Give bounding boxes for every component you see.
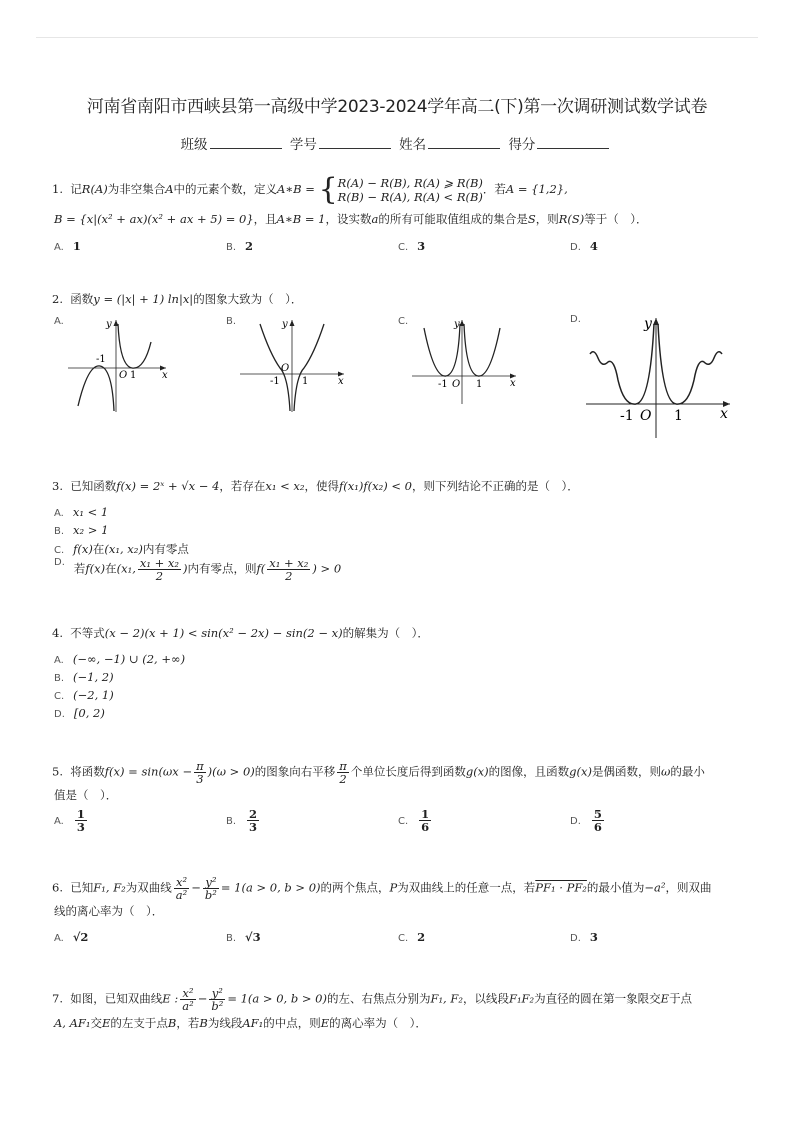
numerator: y² — [209, 987, 225, 1000]
option-value: x₁ < 1 — [72, 505, 109, 519]
q1-option-d[interactable] — [570, 239, 598, 253]
score-blank[interactable] — [537, 148, 609, 149]
question-number: 1. — [52, 182, 63, 196]
math: f(x) = 2ˣ + √x − 4 — [116, 479, 220, 493]
text: 为直径的圆在第一象限交 — [534, 991, 661, 1006]
question-number: 7. — [52, 991, 63, 1006]
text: 是偶函数，则 — [591, 764, 661, 779]
origin-label: O — [281, 363, 290, 374]
graph-d-figure — [570, 314, 740, 440]
tick-label: -1 — [438, 379, 448, 390]
text: 记 — [70, 182, 82, 196]
text: 的最小值为 — [586, 880, 645, 895]
q4-option-a[interactable] — [54, 652, 185, 666]
option-label: D. — [570, 933, 581, 944]
question-number: 2. — [52, 292, 63, 306]
q2-option-b[interactable] — [226, 316, 356, 416]
graph-b-figure — [226, 316, 356, 416]
y-axis-label: y — [644, 316, 652, 332]
option-value: [0, 2) — [73, 706, 105, 720]
option-label: C. — [398, 815, 409, 827]
option-label: C. — [398, 316, 409, 327]
operator: − — [197, 991, 208, 1006]
q3-option-b[interactable] — [54, 523, 108, 537]
question-6-line-2: 线的离心率为（ ）． — [54, 904, 164, 918]
text: ．若 — [482, 182, 506, 196]
text: ，若存在 — [219, 479, 266, 493]
text: 不等式 — [70, 626, 105, 640]
text: ，则 — [535, 212, 559, 226]
numerator: π — [339, 759, 347, 773]
question-number: 4. — [52, 626, 63, 640]
origin-label: O — [640, 408, 652, 424]
math: R(A) — [81, 182, 108, 196]
q2-option-a[interactable] — [54, 316, 184, 416]
text: ，设实数 — [325, 212, 372, 226]
option-label: D. — [570, 815, 581, 827]
math: S — [527, 212, 536, 226]
option-label: A. — [54, 508, 64, 519]
option-label: B. — [226, 933, 237, 944]
left-brace: { — [318, 172, 338, 207]
graph-a-figure — [54, 316, 184, 416]
numerator: y² — [203, 876, 219, 889]
option-label: B. — [226, 242, 237, 253]
option-label: D. — [570, 314, 581, 325]
option-label: B. — [226, 815, 237, 827]
y-axis-arrow — [290, 320, 295, 326]
math: AF₁ — [242, 1016, 264, 1030]
q4-option-d[interactable] — [54, 706, 105, 720]
right-branch — [658, 324, 722, 404]
text: ，若 — [176, 1016, 200, 1030]
text: 为非空集合 — [107, 182, 166, 196]
option-value: √3 — [245, 930, 261, 944]
x-axis-label: x — [720, 406, 728, 422]
class-blank[interactable] — [210, 148, 282, 149]
option-value: x₂ > 1 — [73, 523, 109, 537]
fraction — [209, 987, 225, 1012]
denominator: 6 — [421, 820, 430, 834]
math: F₁F₂ — [508, 991, 535, 1006]
number-blank[interactable] — [319, 148, 391, 149]
q3-option-d[interactable] — [54, 557, 341, 582]
math: ω — [660, 764, 671, 779]
question-1-line-1 — [52, 172, 568, 207]
left-branch — [590, 324, 654, 404]
text: 将函数 — [70, 764, 105, 779]
fraction — [75, 808, 87, 833]
option-label: D. — [54, 709, 65, 720]
option-label: C. — [54, 691, 65, 702]
denominator: 6 — [593, 820, 602, 834]
question-number: 5. — [52, 764, 63, 779]
option-label: A. — [54, 815, 64, 827]
text: 内有零点 — [142, 542, 189, 556]
option-value: (−2, 1) — [73, 688, 114, 702]
math: y = (|x| + 1) ln|x| — [93, 292, 194, 306]
option-value: (−∞, −1) ∪ (2, +∞) — [72, 652, 186, 666]
left-branch — [78, 366, 114, 411]
question-number: 6. — [52, 880, 63, 895]
text: 若 — [73, 561, 86, 576]
math: a — [371, 212, 379, 226]
text: ，且 — [253, 212, 277, 226]
math: B = {x|(x² + ax)(x² + ax + 5) = 0} — [54, 212, 254, 226]
text: 的左支于点 — [110, 1016, 168, 1030]
question-1-line-2 — [54, 210, 648, 228]
tick-label: -1 — [620, 408, 634, 424]
text: 的解集为（ ）． — [342, 626, 429, 640]
q6-option-c[interactable] — [398, 930, 425, 944]
q5-option-c[interactable] — [398, 808, 433, 833]
name-label: 姓名 — [399, 137, 427, 153]
text: ，以线段 — [462, 991, 509, 1006]
option-label: D. — [54, 557, 65, 568]
tick-label: 1 — [302, 376, 309, 387]
numerator: x² — [180, 987, 195, 1000]
math: B — [167, 1016, 177, 1030]
option-label: B. — [54, 526, 65, 537]
math: )(ω > 0) — [207, 764, 255, 779]
text: 中的元素个数，定义 — [173, 182, 278, 196]
score-label: 得分 — [508, 137, 536, 153]
option-value: 2 — [417, 930, 426, 944]
text: 交 — [90, 1016, 103, 1030]
math: (x₁, x₂) — [104, 542, 143, 556]
numerator: x² — [174, 876, 189, 889]
math: B — [199, 1016, 208, 1030]
text: 在 — [105, 561, 117, 576]
denominator: a² — [175, 888, 188, 902]
text: 的离心率为（ ）． — [329, 1016, 427, 1030]
right-branch — [294, 324, 324, 411]
numerator: 1 — [421, 807, 430, 821]
math: g(x) — [465, 764, 489, 779]
text: 于点 — [669, 991, 693, 1006]
numerator: 2 — [249, 807, 258, 821]
tick-label: -1 — [270, 376, 280, 387]
q2-option-d[interactable] — [570, 314, 740, 440]
text: 在 — [92, 542, 105, 556]
q6-option-a[interactable] — [54, 930, 88, 944]
class-label: 班级 — [180, 137, 208, 153]
math: (x − 2)(x + 1) < sin(x² − 2x) − sin(2 − x) — [104, 626, 343, 640]
math: E — [660, 991, 670, 1006]
fraction — [203, 876, 219, 901]
tick-label: 1 — [674, 408, 683, 424]
math: A∗B = — [277, 182, 315, 196]
question-number: 3. — [52, 479, 63, 493]
math: E — [320, 1016, 330, 1030]
q3-option-c[interactable] — [54, 541, 189, 557]
math: f(x) = sin(ωx − — [104, 764, 193, 779]
text: ，使得 — [304, 479, 340, 493]
denominator: a² — [182, 999, 194, 1013]
math: ) > 0 — [312, 561, 342, 576]
text: 的图像，且函数 — [488, 764, 570, 779]
math: A — [165, 182, 174, 196]
q5-option-a[interactable] — [54, 808, 89, 833]
text: ，则双曲 — [665, 880, 712, 895]
page-title: 河南省南阳市西峡县第一高级中学2023-2024学年高二(下)第一次调研测试数学试卷 — [86, 97, 708, 117]
case-1: R(A) − R(B), R(A) ⩾ R(B) — [337, 176, 483, 190]
fraction — [180, 987, 195, 1012]
math: E : — [162, 991, 179, 1006]
text: 函数 — [70, 292, 94, 306]
text: 个单位长度后得到函数 — [350, 764, 466, 779]
math: F₁, F₂ — [93, 880, 126, 895]
fraction — [419, 808, 431, 833]
x-axis-label: x — [338, 376, 344, 387]
q1-option-c[interactable] — [398, 239, 425, 253]
text: 已知函数 — [70, 479, 117, 493]
q3-option-a[interactable] — [54, 505, 108, 519]
option-label: B. — [54, 673, 65, 684]
name-blank[interactable] — [428, 148, 500, 149]
text: 如图，已知双曲线 — [70, 991, 163, 1006]
option-label: A. — [54, 242, 64, 253]
math: f(x) — [85, 561, 106, 576]
denominator: 2 — [285, 569, 293, 583]
numerator: x₁ + x₂ — [139, 556, 179, 570]
question-7-line-2 — [54, 1014, 427, 1032]
text: 为双曲线上的任意一点，若 — [397, 880, 536, 895]
math: E — [102, 1016, 111, 1030]
option-label: A. — [54, 316, 64, 327]
tick-label: 1 — [130, 370, 137, 381]
y-axis-label: y — [454, 319, 460, 330]
denominator: 3 — [196, 772, 204, 786]
fraction — [247, 808, 259, 833]
denominator: b² — [204, 888, 217, 902]
text: 的左、右焦点分别为 — [326, 991, 431, 1006]
x-axis-label: x — [162, 370, 168, 381]
denominator: 2 — [155, 569, 164, 583]
question-7-line-1 — [52, 987, 692, 1012]
question-6-line-1 — [52, 876, 712, 901]
text: 的中点，则 — [263, 1016, 321, 1030]
math: A, AF₁ — [54, 1016, 91, 1030]
numerator: 5 — [593, 807, 602, 821]
fraction — [194, 760, 206, 785]
text: 为双曲线 — [125, 880, 172, 895]
math: f( — [256, 561, 266, 576]
question-4-stem — [52, 624, 429, 642]
text: 等于（ ）． — [584, 212, 648, 226]
fraction — [267, 557, 310, 582]
text: 的图象大致为（ ）． — [193, 292, 303, 306]
question-2-stem — [52, 290, 302, 308]
math: A∗B = 1 — [276, 212, 326, 226]
math: (x₁, — [116, 561, 136, 576]
option-value: √2 — [72, 930, 89, 944]
piecewise-cases — [338, 176, 483, 204]
text: 的最小 — [670, 764, 705, 779]
option-value: (−1, 2) — [73, 670, 114, 684]
q4-option-c[interactable] — [54, 688, 114, 702]
graph-c-figure — [398, 316, 528, 416]
q2-option-c[interactable] — [398, 316, 528, 416]
math: = 1(a > 0, b > 0) — [220, 880, 321, 895]
denominator: 2 — [339, 772, 347, 786]
q5-option-b[interactable] — [226, 808, 261, 833]
question-5-line-2: 值是（ ）． — [54, 788, 118, 802]
case-2: R(B) − R(A), R(A) < R(B) — [337, 190, 483, 204]
option-label: C. — [398, 242, 409, 253]
q1-option-a[interactable] — [54, 239, 81, 253]
fraction — [138, 557, 181, 582]
vector-product: PF₁ · PF₂ — [535, 880, 587, 895]
question-3-stem — [52, 477, 579, 495]
operator: − — [191, 880, 201, 895]
math: f(x) — [73, 542, 93, 556]
option-value: 1 — [72, 239, 81, 253]
x-axis-label: x — [510, 378, 516, 389]
right-branch — [118, 324, 151, 368]
option-label: C. — [398, 933, 409, 944]
option-value: 3 — [417, 239, 426, 253]
option-label: C. — [54, 545, 65, 556]
math: A = {1,2}, — [505, 182, 568, 196]
origin-label: O — [452, 379, 461, 390]
math: x₁ < x₂ — [265, 479, 305, 493]
right-branch — [464, 324, 500, 376]
option-label: A. — [54, 933, 64, 944]
option-value: 2 — [245, 239, 254, 253]
option-value: 4 — [589, 239, 598, 253]
y-axis-arrow — [653, 318, 659, 325]
fraction — [592, 808, 604, 833]
text: 内有零点，则 — [187, 561, 257, 576]
math: R(S) — [558, 212, 585, 226]
numerator: 1 — [76, 807, 85, 821]
denominator: 3 — [249, 820, 258, 834]
text: 已知 — [70, 880, 94, 895]
question-5-line-1 — [52, 760, 705, 785]
left-branch — [424, 324, 460, 376]
option-label: D. — [570, 242, 581, 253]
fraction — [174, 876, 189, 901]
math: f(x₁)f(x₂) < 0 — [339, 479, 412, 493]
q6-option-d[interactable] — [570, 930, 598, 944]
numerator: π — [196, 759, 204, 773]
math: g(x) — [569, 764, 592, 779]
fraction — [337, 760, 349, 785]
text: 的图象向右平移 — [254, 764, 336, 779]
option-label: B. — [226, 316, 237, 327]
numerator: x₁ + x₂ — [269, 556, 309, 570]
denominator: 3 — [76, 820, 85, 834]
denominator: b² — [211, 999, 224, 1013]
math: = 1(a > 0, b > 0) — [227, 991, 327, 1006]
origin-label: O — [119, 370, 128, 381]
student-info — [0, 133, 794, 153]
option-label: A. — [54, 655, 64, 666]
text: ，则下列结论不正确的是（ ）． — [411, 479, 579, 493]
math: −a² — [644, 880, 666, 895]
header-rule — [36, 37, 758, 38]
text: 的两个焦点， — [320, 880, 390, 895]
q1-option-b[interactable] — [226, 239, 253, 253]
q5-option-d[interactable] — [570, 808, 606, 833]
y-axis-label: y — [106, 319, 112, 330]
math: ) — [183, 561, 188, 576]
text: 为线段 — [207, 1016, 243, 1030]
tick-label: 1 — [476, 379, 483, 390]
q4-option-b[interactable] — [54, 670, 114, 684]
math: P — [389, 880, 398, 895]
option-value: 3 — [589, 930, 598, 944]
text: 的所有可能取值组成的集合是 — [378, 212, 528, 226]
number-label: 学号 — [289, 137, 317, 153]
math: F₁, F₂ — [430, 991, 463, 1006]
y-axis-label: y — [282, 319, 288, 330]
q6-option-b[interactable] — [226, 930, 261, 944]
tick-label: -1 — [96, 354, 106, 365]
